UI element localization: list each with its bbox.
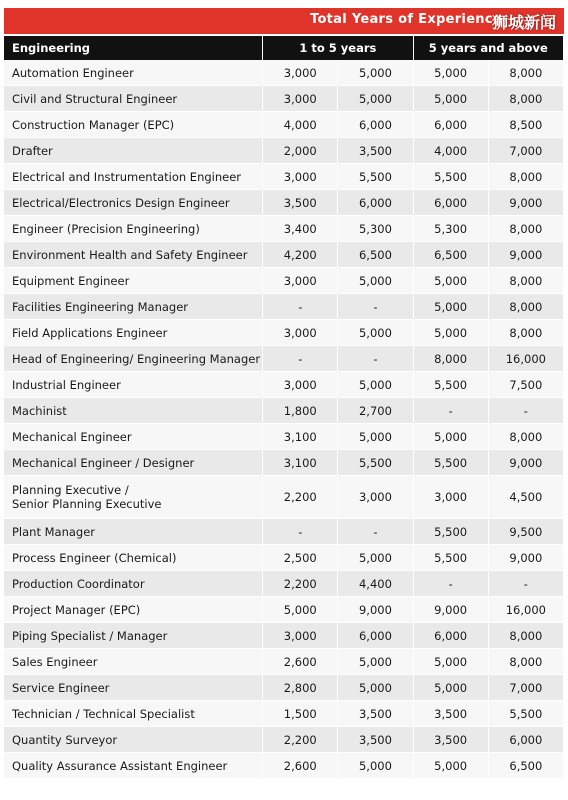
table-row [4, 190, 564, 216]
salary-cell: 5,000 [338, 86, 413, 112]
salary-cell: 5,000 [338, 268, 413, 294]
role-name-cell: Planning Executive / Senior Planning Executive [4, 476, 263, 519]
salary-cell: 5,000 [338, 545, 413, 571]
table-row [4, 597, 564, 623]
salary-cell: 6,000 [338, 190, 413, 216]
salary-cell: - [488, 398, 563, 424]
role-name-cell: Mechanical Engineer / Designer [4, 450, 263, 476]
watermark: 狮城新闻 [491, 13, 556, 32]
column-header-engineering: Engineering [4, 36, 263, 60]
role-name-cell: Drafter [4, 138, 263, 164]
role-name-cell: Sales Engineer [4, 649, 263, 675]
salary-cell: 5,500 [413, 372, 488, 398]
role-name-cell: Electrical and Instrumentation Engineer [4, 164, 263, 190]
role-name-cell: Process Engineer (Chemical) [4, 545, 263, 571]
table-row [4, 86, 564, 112]
salary-cell: 7,000 [488, 675, 563, 701]
salary-cell: 3,100 [263, 424, 338, 450]
banner-title: Total Years of Experience [310, 12, 502, 27]
salary-cell: 5,000 [338, 675, 413, 701]
salary-cell: 4,000 [413, 138, 488, 164]
salary-cell: 6,500 [338, 242, 413, 268]
table-row [4, 545, 564, 571]
role-name-cell: Project Manager (EPC) [4, 597, 263, 623]
table-row [4, 164, 564, 190]
table-row [4, 216, 564, 242]
salary-cell: 2,000 [263, 138, 338, 164]
table-row [4, 623, 564, 649]
table-row [4, 138, 564, 164]
salary-cell: 8,000 [488, 320, 563, 346]
table-row [4, 571, 564, 597]
header-banner [4, 8, 564, 34]
salary-cell: 5,000 [413, 320, 488, 346]
salary-cell: - [413, 398, 488, 424]
table-row [4, 675, 564, 701]
role-name-cell: Automation Engineer [4, 60, 263, 86]
table-row [4, 753, 564, 779]
salary-cell: 16,000 [488, 597, 563, 623]
salary-cell: 6,000 [413, 623, 488, 649]
table-row [4, 701, 564, 727]
salary-cell: 5,000 [263, 597, 338, 623]
salary-cell: 5,000 [338, 424, 413, 450]
salary-cell: 3,000 [263, 623, 338, 649]
salary-cell: 3,000 [338, 476, 413, 519]
salary-cell: 5,500 [338, 450, 413, 476]
salary-cell: 5,000 [413, 424, 488, 450]
salary-cell: 5,000 [413, 268, 488, 294]
role-name-cell: Industrial Engineer [4, 372, 263, 398]
salary-cell: 8,000 [488, 60, 563, 86]
salary-cell: 5,500 [488, 701, 563, 727]
salary-cell: 9,000 [488, 545, 563, 571]
salary-cell: 3,500 [413, 727, 488, 753]
salary-cell: 8,000 [488, 216, 563, 242]
salary-cell: - [263, 519, 338, 545]
role-name-cell: Equipment Engineer [4, 268, 263, 294]
salary-cell: 9,000 [413, 597, 488, 623]
role-name-cell: Production Coordinator [4, 571, 263, 597]
salary-cell: 5,000 [338, 372, 413, 398]
salary-cell: 1,800 [263, 398, 338, 424]
table-row [4, 294, 564, 320]
table-header-row [4, 36, 564, 60]
salary-cell: 5,000 [413, 649, 488, 675]
salary-cell: 3,000 [263, 60, 338, 86]
salary-cell: 5,000 [338, 649, 413, 675]
salary-cell: 3,400 [263, 216, 338, 242]
table-row [4, 320, 564, 346]
salary-cell: 9,000 [488, 190, 563, 216]
role-name-cell: Facilities Engineering Manager [4, 294, 263, 320]
salary-cell: 2,700 [338, 398, 413, 424]
role-name-cell: Electrical/Electronics Design Engineer [4, 190, 263, 216]
salary-cell: 6,000 [413, 190, 488, 216]
salary-cell: 8,000 [488, 86, 563, 112]
table-row [4, 649, 564, 675]
salary-cell: 7,000 [488, 138, 563, 164]
salary-cell: 4,200 [263, 242, 338, 268]
table-row [4, 242, 564, 268]
salary-cell: 6,500 [488, 753, 563, 779]
role-name-cell: Piping Specialist / Manager [4, 623, 263, 649]
salary-cell: 5,000 [338, 753, 413, 779]
salary-cell: 3,000 [263, 86, 338, 112]
table-row [4, 424, 564, 450]
table-row [4, 476, 564, 519]
salary-cell: 9,500 [488, 519, 563, 545]
column-header-5-years-and-above: 5 years and above [413, 36, 563, 60]
salary-cell: - [338, 519, 413, 545]
table-row [4, 112, 564, 138]
salary-cell: 4,400 [338, 571, 413, 597]
salary-cell: 8,000 [488, 623, 563, 649]
salary-cell: 8,000 [488, 649, 563, 675]
salary-cell: 3,000 [263, 372, 338, 398]
role-name-cell: Machinist [4, 398, 263, 424]
salary-cell: - [263, 346, 338, 372]
salary-cell: 5,500 [338, 164, 413, 190]
table-row [4, 727, 564, 753]
role-name-cell: Plant Manager [4, 519, 263, 545]
salary-cell: - [413, 571, 488, 597]
salary-cell: 5,300 [338, 216, 413, 242]
salary-table [4, 36, 564, 779]
salary-cell: 5,500 [413, 545, 488, 571]
salary-cell: 3,100 [263, 450, 338, 476]
salary-cell: 3,000 [263, 164, 338, 190]
role-name-cell: Head of Engineering/ Engineering Manager [4, 346, 263, 372]
salary-cell: 9,000 [338, 597, 413, 623]
salary-cell: 2,200 [263, 476, 338, 519]
salary-cell: 8,000 [488, 268, 563, 294]
salary-cell: 16,000 [488, 346, 563, 372]
salary-cell: 5,000 [413, 86, 488, 112]
role-name-cell: Service Engineer [4, 675, 263, 701]
role-name-cell: Environment Health and Safety Engineer [4, 242, 263, 268]
salary-cell: 5,300 [413, 216, 488, 242]
salary-cell: 5,000 [338, 60, 413, 86]
salary-cell: 2,200 [263, 571, 338, 597]
salary-cell: 8,000 [488, 424, 563, 450]
salary-cell: 3,000 [413, 476, 488, 519]
salary-cell: 5,500 [413, 519, 488, 545]
salary-cell: 9,000 [488, 450, 563, 476]
salary-cell: 3,000 [263, 268, 338, 294]
salary-cell: 2,600 [263, 649, 338, 675]
salary-cell: 3,500 [338, 727, 413, 753]
salary-cell: 6,000 [338, 623, 413, 649]
table-row [4, 398, 564, 424]
salary-cell: 5,000 [413, 675, 488, 701]
salary-cell: 5,000 [413, 60, 488, 86]
salary-cell: - [263, 294, 338, 320]
salary-cell: 2,200 [263, 727, 338, 753]
table-row [4, 346, 564, 372]
salary-cell: 4,500 [488, 476, 563, 519]
table-row [4, 268, 564, 294]
salary-cell: 8,000 [488, 294, 563, 320]
role-name-cell: Quality Assurance Assistant Engineer [4, 753, 263, 779]
salary-cell: 6,000 [488, 727, 563, 753]
salary-cell: 6,000 [338, 112, 413, 138]
table-row [4, 450, 564, 476]
salary-cell: - [488, 571, 563, 597]
table-row [4, 60, 564, 86]
column-header-1-to-5-years: 1 to 5 years [263, 36, 413, 60]
table-row [4, 519, 564, 545]
salary-cell: 6,500 [413, 242, 488, 268]
salary-cell: 6,000 [413, 112, 488, 138]
salary-cell: 8,500 [488, 112, 563, 138]
role-name-cell: Quantity Surveyor [4, 727, 263, 753]
salary-cell: 4,000 [263, 112, 338, 138]
salary-cell: 5,500 [413, 450, 488, 476]
salary-cell: 5,000 [413, 753, 488, 779]
salary-cell: 2,800 [263, 675, 338, 701]
salary-cell: 7,500 [488, 372, 563, 398]
salary-cell: 3,500 [263, 190, 338, 216]
salary-cell: 2,500 [263, 545, 338, 571]
salary-cell: 2,600 [263, 753, 338, 779]
role-name-cell: Engineer (Precision Engineering) [4, 216, 263, 242]
salary-cell: 9,000 [488, 242, 563, 268]
table-row [4, 372, 564, 398]
salary-cell: 3,500 [338, 138, 413, 164]
role-name-cell: Field Applications Engineer [4, 320, 263, 346]
salary-cell: 5,000 [413, 294, 488, 320]
role-name-cell: Mechanical Engineer [4, 424, 263, 450]
salary-cell: - [338, 294, 413, 320]
role-name-cell: Technician / Technical Specialist [4, 701, 263, 727]
salary-cell: 3,000 [263, 320, 338, 346]
salary-cell: - [338, 346, 413, 372]
salary-cell: 5,500 [413, 164, 488, 190]
salary-cell: 1,500 [263, 701, 338, 727]
role-name-cell: Construction Manager (EPC) [4, 112, 263, 138]
salary-cell: 3,500 [413, 701, 488, 727]
salary-cell: 3,500 [338, 701, 413, 727]
salary-cell: 8,000 [413, 346, 488, 372]
salary-cell: 8,000 [488, 164, 563, 190]
salary-cell: 5,000 [338, 320, 413, 346]
role-name-cell: Civil and Structural Engineer [4, 86, 263, 112]
